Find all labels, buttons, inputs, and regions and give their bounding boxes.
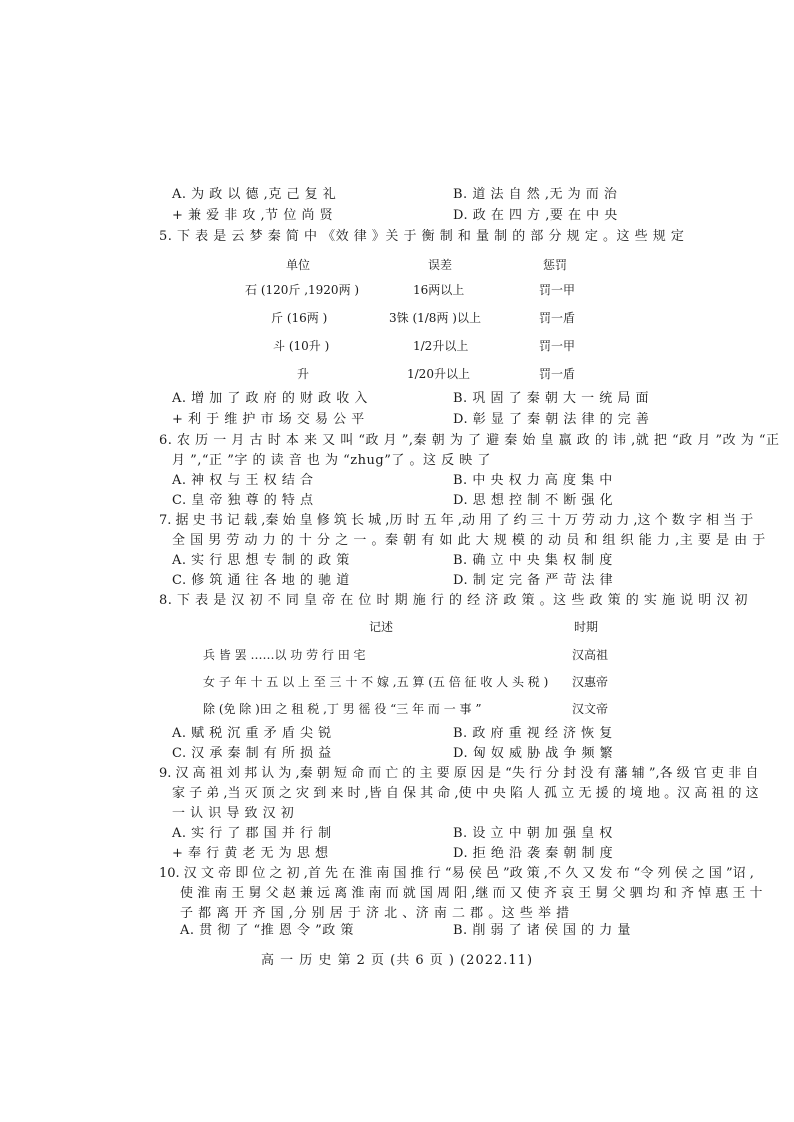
q10-option-b: B. 削 弱 了 诸 侯 国 的 力 量 — [453, 923, 631, 938]
q8-option-b: B. 政 府 重 视 经 济 恢 复 — [453, 726, 613, 741]
q7-stem-line2: 全 国 男 劳 动 力 的 十 分 之 一 。秦 朝 有 如 此 大 规 模 的 动 员 和 组 织 能 力 ,主 要 是 由 于 — [172, 533, 766, 548]
q10-stem-line3: 子 都 离 开 齐 国 ,分 别 居 于 济 北 、济 南 二 郡 。这 些 举 措 — [180, 906, 570, 921]
q6-stem-line2: 月 ”,“正 ”字 的 读 音 也 为 “zhug”了 。这 反 映 了 — [172, 453, 491, 468]
q7-stem-line1: 7. 据 史 书 记 载 ,秦 始 皇 修 筑 长 城 ,历 时 五 年 ,动 用 了 约 三 十 万 劳 动 力 ,这 个 数 字 相 当 于 — [159, 513, 754, 528]
q8-cell: 兵 皆 罢 ……以 功 劳 行 田 宅 — [203, 648, 366, 662]
q8-option-c: C. 汉 承 秦 制 有 所 损 益 — [172, 746, 332, 761]
q8-option-a: A. 赋 税 沉 重 矛 盾 尖 锐 — [172, 726, 332, 741]
q9-stem-line3: 一 认 识 导 致 汉 初 — [172, 806, 295, 821]
q8-cell: 汉高祖 — [572, 648, 609, 662]
q10-stem-line1: 10. 汉 文 帝 即 位 之 初 ,首 先 在 淮 南 国 推 行 “易 侯 邑 ”政 策 ,不 久 又 发 布 “令 列 侯 之 国 ”诏 , — [159, 866, 754, 881]
q5-cell: 罚一甲 — [539, 339, 576, 353]
q8-stem: 8. 下 表 是 汉 初 不 同 皇 帝 在 位 时 期 施 行 的 经 济 政 策 。这 些 政 策 的 实 施 说 明 汉 初 — [159, 593, 749, 608]
q5-header-unit: 单位 — [286, 258, 311, 272]
q9-option-c: + 奉 行 黄 老 无 为 思 想 — [172, 846, 329, 861]
q7-option-d: D. 制 定 完 备 严 苛 法 律 — [453, 573, 614, 588]
q4-option-d: D. 政 在 四 方 ,要 在 中 央 — [453, 208, 618, 223]
q9-option-a: A. 实 行 了 郡 国 并 行 制 — [172, 826, 332, 841]
q4-option-a: A. 为 政 以 德 ,克 己 复 礼 — [172, 187, 337, 202]
q9-stem-line1: 9. 汉 高 祖 刘 邦 认 为 ,秦 朝 短 命 而 亡 的 主 要 原 因 是 “失 行 分 封 没 有 藩 辅 ”,各 级 官 吏 非 自 — [159, 766, 759, 781]
q8-header-record: 记述 — [369, 620, 394, 634]
q5-stem: 5. 下 表 是 云 梦 秦 简 中 《效 律 》关 于 衡 制 和 量 制 的 部 分 规 定 。这 些 规 定 — [159, 229, 685, 244]
q8-cell: 汉惠帝 — [572, 675, 609, 689]
q5-option-c: + 利 于 维 护 市 场 交 易 公 平 — [172, 412, 365, 427]
q6-option-c: C. 皇 帝 独 尊 的 特 点 — [172, 493, 314, 508]
q7-option-a: A. 实 行 思 想 专 制 的 政 策 — [172, 553, 350, 568]
q5-cell: 1/20升以上 — [407, 367, 470, 381]
q7-option-b: B. 确 立 中 央 集 权 制 度 — [453, 553, 613, 568]
q4-option-b: B. 道 法 自 然 ,无 为 而 治 — [453, 187, 618, 202]
q7-option-c: C. 修 筑 通 往 各 地 的 驰 道 — [172, 573, 350, 588]
q5-cell: 3铢 (1/8两 )以上 — [389, 311, 481, 325]
q6-stem-line1: 6. 农 历 一 月 古 时 本 来 又 叫 “政 月 ”,秦 朝 为 了 避 秦 始 皇 嬴 政 的 讳 ,就 把 “政 月 ”改 为 “正 — [159, 433, 780, 448]
q5-header-error: 误差 — [428, 258, 453, 272]
q5-option-d: D. 彰 显 了 秦 朝 法 律 的 完 善 — [453, 412, 650, 427]
q8-cell: 除 (免 除 )田 之 租 税 ,丁 男 徭 役 “三 年 而 一 事 ” — [203, 702, 482, 716]
q5-cell: 石 (120斤 ,1920两 ) — [245, 283, 360, 297]
q5-cell: 1/2升以上 — [413, 339, 469, 353]
page-footer: 高 一 历 史 第 2 页 (共 6 页 ) (2022.11) — [260, 953, 534, 968]
q5-cell: 罚一甲 — [539, 283, 576, 297]
q5-cell: 斤 (16两 ) — [271, 311, 328, 325]
q6-option-a: A. 神 权 与 王 权 结 合 — [172, 473, 314, 488]
q9-option-b: B. 设 立 中 朝 加 强 皇 权 — [453, 826, 613, 841]
q8-header-period: 时期 — [574, 620, 599, 634]
q4-option-c: + 兼 爱 非 攻 ,节 位 尚 贤 — [172, 208, 334, 223]
q6-option-b: B. 中 央 权 力 高 度 集 中 — [453, 473, 613, 488]
q5-option-b: B. 巩 固 了 秦 朝 大 一 统 局 面 — [453, 391, 650, 406]
q10-option-a: A. 贯 彻 了 “推 恩 令 ”政 策 — [180, 923, 354, 938]
q9-stem-line2: 家 子 弟 ,当 灭 顶 之 灾 到 来 时 ,皆 自 保 其 命 ,使 中 央 陷 人 孤 立 无 援 的 境 地 。汉 高 祖 的 这 — [172, 786, 759, 801]
q9-option-d: D. 拒 绝 沿 袭 秦 朝 制 度 — [453, 846, 614, 861]
q5-cell: 罚一盾 — [539, 311, 576, 325]
q8-cell: 汉文帝 — [572, 702, 609, 716]
q8-option-d: D. 匈 奴 威 胁 战 争 频 繁 — [453, 746, 614, 761]
q8-cell: 女 子 年 十 五 以 上 至 三 十 不 嫁 ,五 算 (五 倍 征 收 人 头 税 ) — [203, 675, 549, 689]
q5-header-penalty: 惩罚 — [543, 258, 568, 272]
q5-cell: 升 — [297, 367, 310, 381]
q6-option-d: D. 思 想 控 制 不 断 强 化 — [453, 493, 614, 508]
q10-stem-line2: 使 淮 南 王 舅 父 赵 兼 远 离 淮 南 而 就 国 周 阳 ,继 而 又 使 齐 哀 王 舅 父 驷 均 和 齐 悼 惠 王 十 — [180, 886, 763, 901]
q5-cell: 斗 (10升 ) — [273, 339, 330, 353]
q5-option-a: A. 增 加 了 政 府 的 财 政 收 入 — [172, 391, 368, 406]
q5-cell: 罚一盾 — [539, 367, 576, 381]
q5-cell: 16两以上 — [413, 283, 465, 297]
